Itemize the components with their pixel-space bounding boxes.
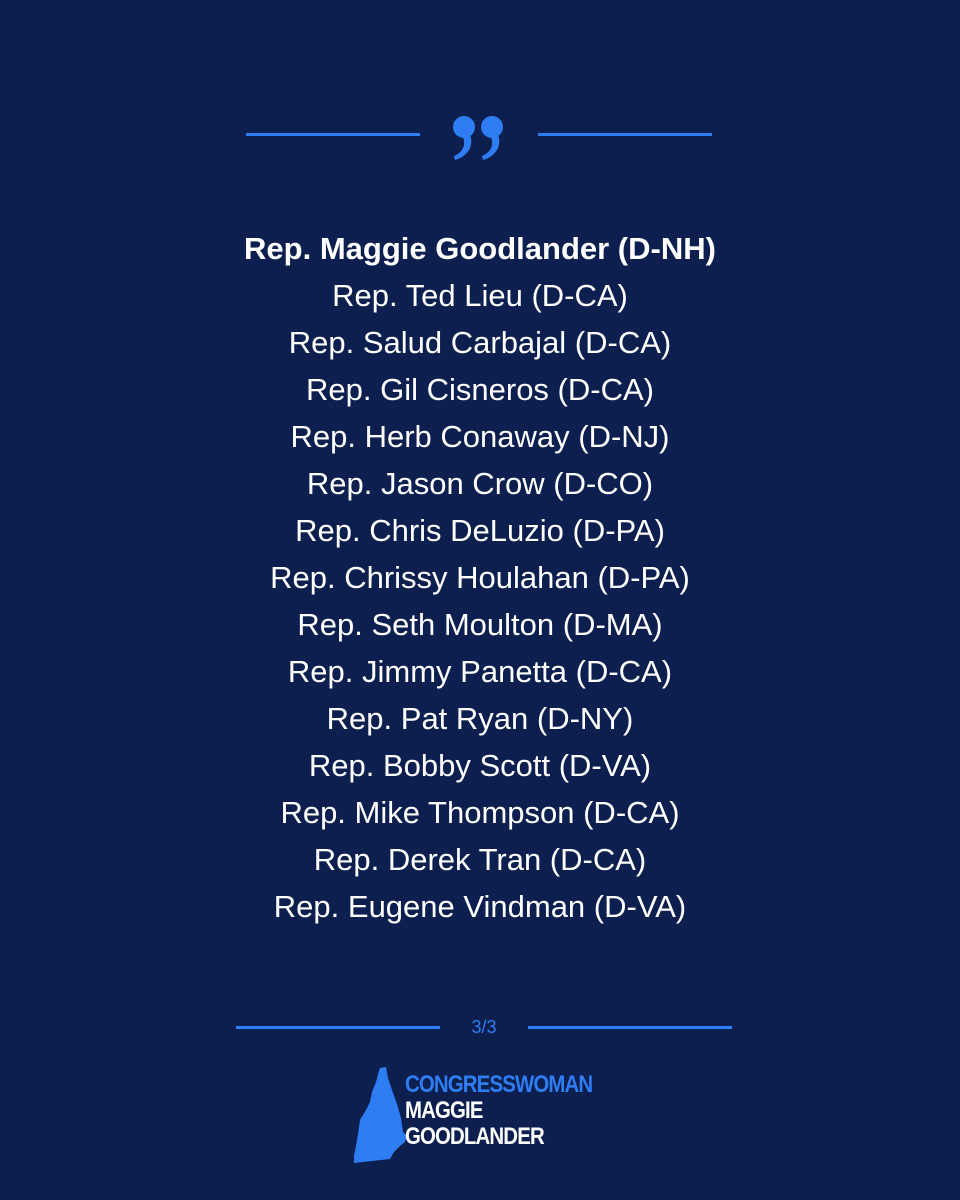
closing-quote-icon (451, 112, 509, 162)
new-hampshire-state-icon (350, 1066, 410, 1166)
representatives-list (0, 225, 960, 930)
list-item: Rep. Eugene Vindman (D-VA) (273, 889, 687, 924)
quote-header (0, 112, 960, 162)
list-item-lead: Rep. Maggie Goodlander (D-NH) (244, 231, 716, 266)
page-indicator: 3/3 (471, 1017, 497, 1037)
divider-right (538, 133, 712, 136)
pagination-row (0, 1012, 960, 1042)
list-item: Rep. Derek Tran (D-CA) (313, 842, 647, 877)
divider-right-bottom (528, 1026, 732, 1029)
logo-wordmark (405, 1072, 592, 1150)
list-item: Rep. Salud Carbajal (D-CA) (288, 325, 672, 360)
list-item: Rep. Chris DeLuzio (D-PA) (295, 513, 665, 548)
logo-line-first-name: MAGGIE (405, 1097, 483, 1124)
list-item: Rep. Chrissy Houlahan (D-PA) (270, 560, 690, 595)
list-item: Rep. Pat Ryan (D-NY) (326, 701, 634, 736)
list-item: Rep. Mike Thompson (D-CA) (280, 795, 680, 830)
list-item: Rep. Herb Conaway (D-NJ) (290, 419, 670, 454)
logo-line-congresswoman: CONGRESSWOMAN (405, 1071, 593, 1098)
list-item: Rep. Ted Lieu (D-CA) (332, 278, 628, 313)
logo-line-last-name: GOODLANDER (405, 1123, 544, 1150)
logo (350, 1066, 620, 1166)
list-item: Rep. Jimmy Panetta (D-CA) (287, 654, 673, 689)
divider-left-bottom (236, 1026, 440, 1029)
list-item: Rep. Seth Moulton (D-MA) (297, 607, 663, 642)
list-item: Rep. Jason Crow (D-CO) (306, 466, 654, 501)
list-item: Rep. Bobby Scott (D-VA) (308, 748, 652, 783)
list-item: Rep. Gil Cisneros (D-CA) (306, 372, 654, 407)
divider-left (246, 133, 420, 136)
